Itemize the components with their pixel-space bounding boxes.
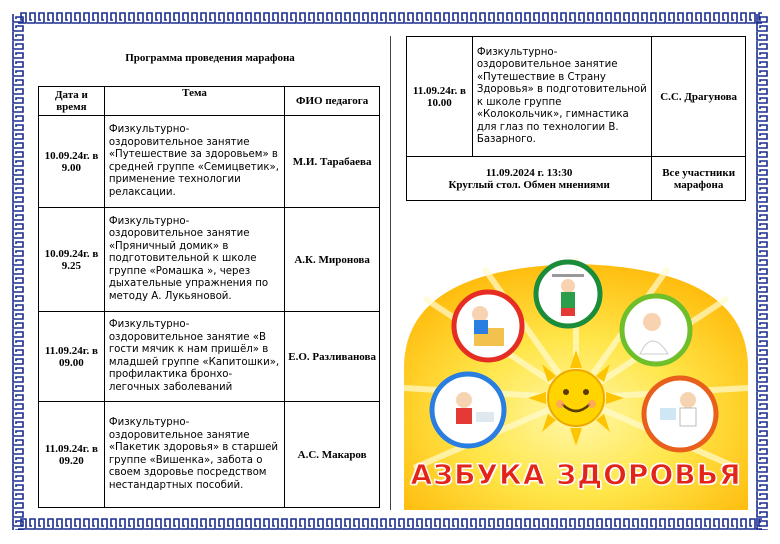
health-alphabet-poster [404,258,748,510]
row-date: 10.09.24г. в 9.25 [39,208,105,312]
header-date: Дата и время [39,87,105,116]
row-topic: Физкультурно-оздоровительное занятие «Путешествие за здоровьем» в средней группе «Семицветик», применение технологии релаксации. [104,116,284,208]
top-border-ornament [18,12,762,24]
activity-circle-2 [536,262,600,326]
row-date: 11.09.24г. в 10.00 [407,37,473,157]
bottom-border-ornament [18,518,762,530]
program-table [38,86,380,508]
program-title: Программа проведения марафона [125,52,295,64]
row-topic: Физкультурно-оздоровительное занятие «Путешествие в Страну Здоровья» в подготовительной к школе группе «Колокольчик», гимнастика для глаз по технологии В. Базарного. [472,37,651,157]
row-topic: Физкультурно-оздоровительное занятие «В гости мячик к нам пришёл» в младшей группе «Капитошки», профилактика бронхо-легочных заболеваний [104,312,284,402]
page-fold-line [390,36,391,510]
row-date: 10.09.24г. в 9.00 [39,116,105,208]
table-row-final [407,157,746,201]
final-event [407,157,652,201]
row-teacher: М.И. Тарабаева [285,116,380,208]
row-teacher: С.С. Драгунова [652,37,746,157]
table-row [39,116,380,208]
final-participants: Все участники марафона [652,157,746,201]
final-topic: Круглый стол. Обмен мнениями [448,178,610,191]
final-date: 11.09.2024 г. 13:30 [485,166,573,179]
table-row [407,37,746,157]
table-row [39,312,380,402]
row-topic: Физкультурно-оздоровительное занятие «Пряничный домик» в подготовительной к школе группе «Ромашка », через дыхательные упражнения по методу А. Лукьяновой. [104,208,284,312]
row-topic: Физкультурно-оздоровительное занятие «Пакетик здоровья» в старшей группе «Вишенка», забота о своем здоровье посредством нестандартных пособий. [104,402,284,508]
activity-circle-4 [432,374,504,446]
row-date: 11.09.24г. в 09.20 [39,402,105,508]
activity-circle-5 [644,378,716,450]
smiling-sun-icon [528,350,624,446]
table-row [39,402,380,508]
poster-title: АЗБУКА ЗДОРОВЬЯ [410,458,742,491]
table-header-row [39,87,380,116]
row-teacher: А.К. Миронова [285,208,380,312]
row-date: 11.09.24г. в 09.00 [39,312,105,402]
header-name: ФИО педагога [285,87,380,116]
left-border-ornament [12,14,24,530]
activity-circle-1 [454,292,522,360]
row-teacher: А.С. Макаров [285,402,380,508]
activity-circle-3 [622,296,690,364]
header-topic: Тема [104,87,284,116]
table-row [39,208,380,312]
right-border-ornament [756,14,768,530]
program-table-continued [406,36,746,201]
row-teacher: Е.О. Разливанова [285,312,380,402]
